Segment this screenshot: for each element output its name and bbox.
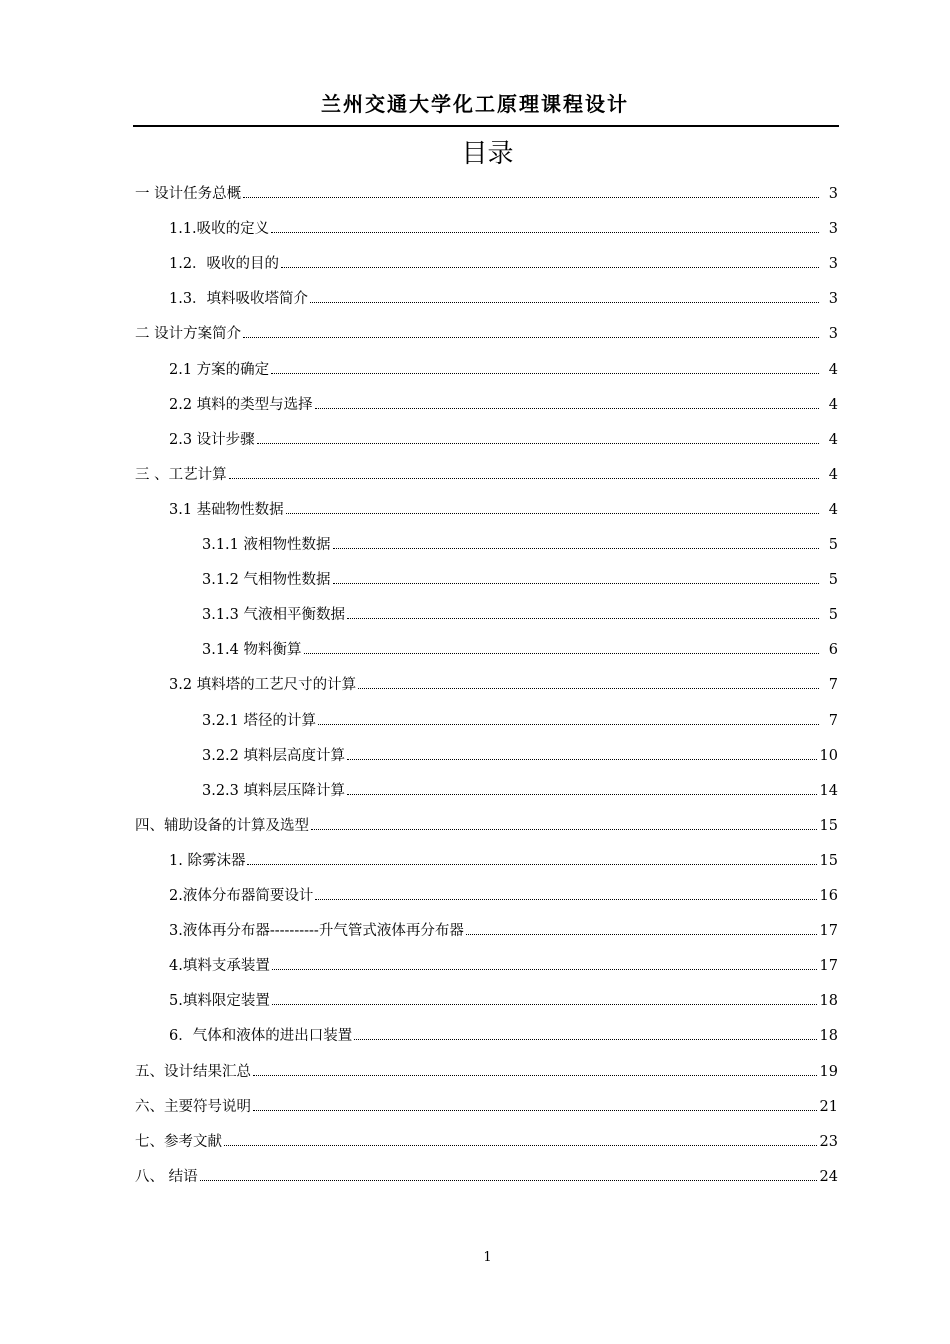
toc-entry-title: 2.1 方案的确定 (169, 362, 270, 378)
toc-entry-page: 17 (819, 923, 838, 939)
toc-entry-page: 3 (828, 256, 838, 272)
toc-entry[interactable] (169, 851, 838, 871)
toc-entry-title: 4.填料支承装置 (169, 958, 270, 974)
toc-dot-leader (347, 794, 817, 795)
toc-dot-leader (318, 724, 819, 725)
toc-entry-page: 3 (828, 186, 838, 202)
toc-entry[interactable] (169, 1026, 838, 1046)
toc-entry-page: 21 (819, 1099, 838, 1115)
toc-entry[interactable] (135, 816, 838, 836)
toc-entry-title: 3.2.2 填料层高度计算 (202, 748, 346, 764)
toc-entry-title: 3.液体再分布器----------升气管式液体再分布器 (169, 923, 464, 939)
toc-dot-leader (333, 583, 819, 584)
toc-entry-title: 七、参考文献 (135, 1134, 222, 1150)
toc-dot-leader (229, 478, 819, 479)
toc-entry-title: 1.2．吸收的目的 (169, 256, 280, 272)
toc-entry[interactable] (135, 184, 838, 204)
toc-dot-leader (243, 337, 819, 338)
toc-entry-title: 3.2.3 填料层压降计算 (202, 783, 346, 799)
toc-entry-page: 19 (819, 1064, 838, 1080)
page-number: 1 (483, 1250, 492, 1265)
toc-dot-leader (347, 618, 819, 619)
toc-entry-page: 7 (828, 677, 838, 693)
running-header: 兰州交通大学化工原理课程设计 (321, 92, 629, 116)
toc-entry[interactable] (202, 781, 838, 801)
toc-entry-page: 16 (819, 888, 838, 904)
toc-entry-page: 4 (828, 397, 838, 413)
toc-entry[interactable] (169, 991, 838, 1011)
toc-entry-page: 15 (819, 853, 838, 869)
toc-entry-page: 7 (828, 713, 838, 729)
toc-entry[interactable] (169, 360, 838, 380)
toc-entry-page: 5 (828, 607, 838, 623)
toc-entry-title: 2.3 设计步骤 (169, 432, 255, 448)
toc-entry-page: 18 (819, 1028, 838, 1044)
toc-entry-title: 2.2 填料的类型与选择 (169, 397, 313, 413)
toc-dot-leader (358, 688, 819, 689)
toc-entry-page: 5 (828, 572, 838, 588)
toc-entry[interactable] (169, 430, 838, 450)
toc-entry[interactable] (135, 324, 838, 344)
toc-entry[interactable] (135, 465, 838, 485)
toc-entry[interactable] (169, 956, 838, 976)
toc-entry[interactable] (202, 640, 838, 660)
toc-entry[interactable] (135, 1132, 838, 1152)
toc-entry-title: 1.1.吸收的定义 (169, 221, 270, 237)
toc-entry-title: 5.填料限定装置 (169, 993, 270, 1009)
toc-entry-page: 4 (828, 467, 838, 483)
toc-entry-title: 3.2 填料塔的工艺尺寸的计算 (169, 677, 357, 693)
toc-dot-leader (243, 197, 819, 198)
toc-entry[interactable] (169, 675, 838, 695)
toc-dot-leader (257, 443, 819, 444)
toc-dot-leader (247, 864, 816, 865)
toc-entry-title: 五、设计结果汇总 (135, 1064, 251, 1080)
toc-entry-page: 4 (828, 432, 838, 448)
toc-dot-leader (311, 829, 817, 830)
toc-entry-page: 24 (819, 1169, 838, 1185)
toc-entry-title: 3.1.2 气相物性数据 (202, 572, 331, 588)
toc-dot-leader (200, 1180, 817, 1181)
toc-dot-leader (304, 653, 819, 654)
toc-entry[interactable] (202, 746, 838, 766)
toc-entry-title: 八、 结语 (135, 1169, 198, 1185)
toc-entry-page: 3 (828, 326, 838, 342)
toc-entry-title: 三 、工艺计算 (135, 467, 227, 483)
toc-entry-title: 六、主要符号说明 (135, 1099, 251, 1115)
toc-dot-leader (253, 1075, 817, 1076)
toc-dot-leader (354, 1039, 816, 1040)
toc-dot-leader (271, 373, 819, 374)
toc-entry[interactable] (169, 395, 838, 415)
toc-entry[interactable] (202, 570, 838, 590)
toc-dot-leader (272, 969, 817, 970)
toc-entry-title: 3.2.1 塔径的计算 (202, 713, 317, 729)
toc-dot-leader (281, 267, 819, 268)
toc-entry-title: 3.1.1 液相物性数据 (202, 537, 331, 553)
toc-entry[interactable] (202, 535, 838, 555)
toc-dot-leader (271, 232, 819, 233)
toc-dot-leader (315, 408, 819, 409)
toc-entry[interactable] (169, 219, 838, 239)
toc-entry-title: 3.1.3 气液相平衡数据 (202, 607, 346, 623)
toc-entry-title: 6．气体和液体的进出口装置 (169, 1028, 353, 1044)
toc-entry[interactable] (169, 886, 838, 906)
toc-entry-page: 6 (828, 642, 838, 658)
toc-entry-title: 二 设计方案简介 (135, 326, 242, 342)
toc-entry[interactable] (169, 289, 838, 309)
toc-entry-page: 10 (819, 748, 838, 764)
toc-entry[interactable] (169, 500, 838, 520)
toc-entry-page: 3 (828, 221, 838, 237)
toc-entry-page: 14 (819, 783, 838, 799)
toc-dot-leader (272, 1004, 817, 1005)
toc-dot-leader (315, 899, 816, 900)
toc-entry[interactable] (135, 1097, 838, 1117)
toc-entry-title: 一 设计任务总概 (135, 186, 242, 202)
toc-entry[interactable] (202, 711, 838, 731)
toc-dot-leader (224, 1145, 817, 1146)
toc-entry-page: 3 (828, 291, 838, 307)
toc-entry[interactable] (169, 254, 838, 274)
toc-entry[interactable] (202, 605, 838, 625)
toc-title: 目录 (461, 139, 514, 169)
toc-entry-page: 5 (828, 537, 838, 553)
toc-entry-page: 18 (819, 993, 838, 1009)
toc-entry-title: 2.液体分布器简要设计 (169, 888, 314, 904)
toc-dot-leader (347, 759, 817, 760)
toc-dot-leader (466, 934, 817, 935)
toc-entry-title: 1. 除雾沫器 (169, 853, 246, 869)
toc-entry-page: 4 (828, 362, 838, 378)
toc-dot-leader (253, 1110, 817, 1111)
toc-entry-page: 15 (819, 818, 838, 834)
toc-entry-title: 四、辅助设备的计算及选型 (135, 818, 309, 834)
toc-entry-page: 17 (819, 958, 838, 974)
toc-entry[interactable] (135, 1062, 838, 1082)
toc-entry-title: 3.1.4 物料衡算 (202, 642, 302, 658)
toc-entry-page: 4 (828, 502, 838, 518)
toc-entry-page: 23 (819, 1134, 838, 1150)
toc-entry[interactable] (135, 1167, 838, 1187)
toc-dot-leader (286, 513, 819, 514)
toc-dot-leader (310, 302, 819, 303)
toc-entry-title: 3.1 基础物性数据 (169, 502, 284, 518)
toc-entry[interactable] (169, 921, 838, 941)
toc-dot-leader (333, 548, 819, 549)
toc-entry-title: 1.3．填料吸收塔简介 (169, 291, 309, 307)
